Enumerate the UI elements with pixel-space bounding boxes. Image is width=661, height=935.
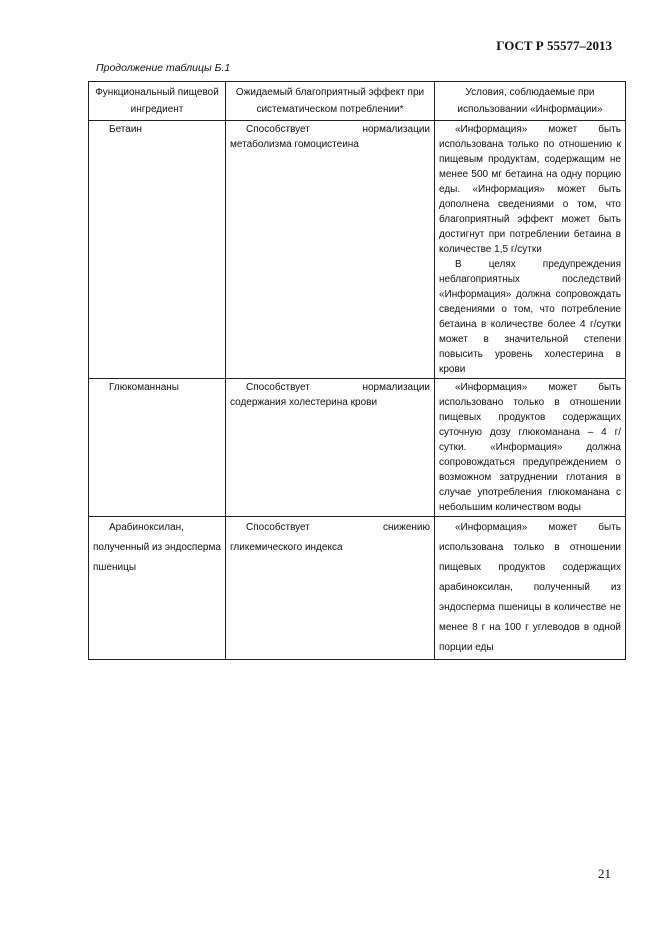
effect-cell <box>226 121 435 379</box>
page-number: 21 <box>598 866 611 881</box>
conditions-paragraph: «Информация» может быть использовано только в отношении пищевых продуктов содержащих суточную дозу глюкоманана – 4 г/сутки. «Информация» должна сопровождаться предупреждением о возможном затруднении глотания в случае употребления глюкоманана с небольшим количеством воды <box>439 382 621 513</box>
table-row <box>89 379 626 517</box>
column-header-effect: Ожидаемый благоприятный эффект при систематическом потреблении* <box>226 82 435 121</box>
effect-text: Способствует снижению гликемического индекса <box>230 522 430 553</box>
conditions-paragraph: «Информация» может быть использована только по отношению к пищевым продуктам, содержащим не менее 500 мг бетаина на одну порцию еды. «Информация» может быть дополнена сведениями о том, что благоприятный эффект может быть достигнут при потреблении бетаина в количестве 1,5 г/сутки <box>439 124 621 255</box>
effect-text: Способствует нормализации содержания холестерина крови <box>230 382 430 408</box>
effect-cell <box>226 517 435 660</box>
column-header-ingredient: Функциональный пищевой ингредиент <box>89 82 226 121</box>
conditions-cell <box>435 517 626 660</box>
conditions-paragraph: В целях предупреждения неблагоприятных последствий «Информация» должна сопровождать сведениями о том, что потребление бетаина в количестве более 4 г/сутки может в значительной степени повысить уровень холестерина в крови <box>439 259 621 375</box>
table-continuation-caption: Продолжение таблицы Б.1 <box>96 62 231 74</box>
ingredient-cell: Арабиноксилан, полученный из эндосперма пшеницы <box>89 517 226 660</box>
ingredient-cell: Бетаин <box>89 121 226 379</box>
effect-text: Способствует нормализации метаболизма гомоцистеина <box>230 124 430 150</box>
conditions-cell <box>435 379 626 517</box>
table-row <box>89 517 626 660</box>
effect-cell <box>226 379 435 517</box>
table-header-row <box>89 82 626 121</box>
standard-designation: ГОСТ Р 55577–2013 <box>496 38 612 53</box>
table-row <box>89 121 626 379</box>
ingredients-table <box>88 81 626 660</box>
conditions-cell <box>435 121 626 379</box>
ingredient-cell: Глюкоманнаны <box>89 379 226 517</box>
column-header-conditions: Условия, соблюдаемые при использовании «Информации» <box>435 82 626 121</box>
conditions-paragraph: «Информация» может быть использована только в отношении пищевых продуктов содержащих арабиноксилан, полученный из эндосперма пшеницы в количестве не менее 8 г на 100 г углеводов в одной порции еды <box>439 522 621 653</box>
